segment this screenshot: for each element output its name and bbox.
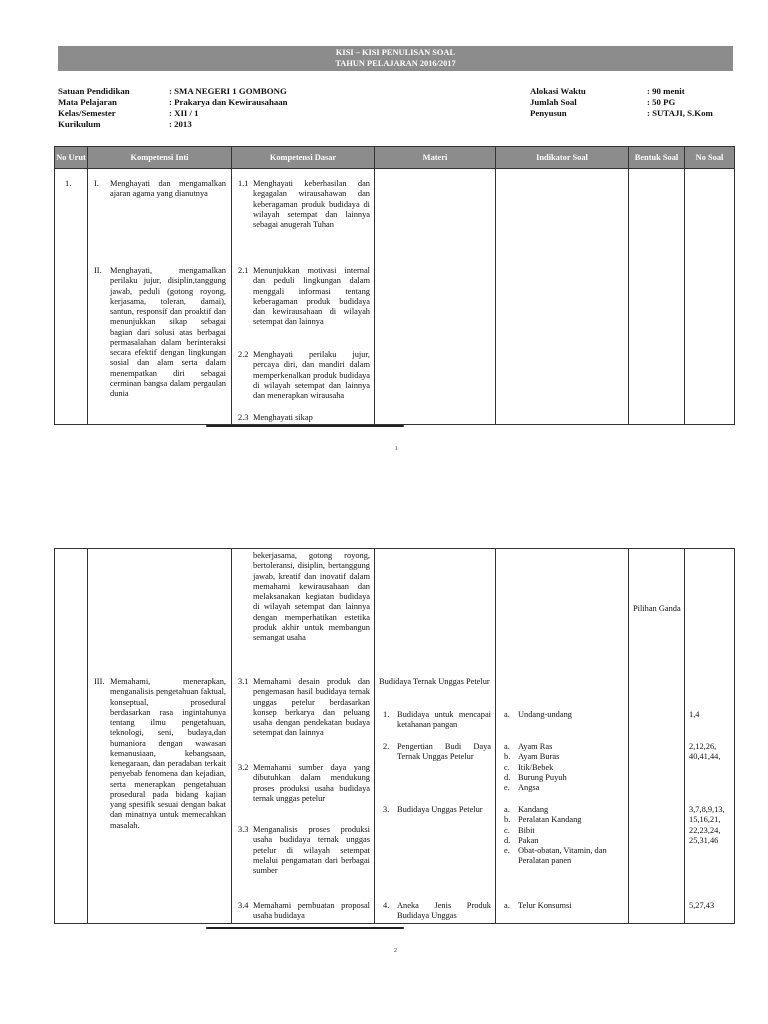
list-item: a. Telur Konsumsi [504, 901, 572, 910]
info-right [530, 86, 713, 119]
indikator-list [504, 901, 626, 911]
row-number: 1. [65, 179, 72, 188]
kd-item: 3.1 Memahami desain produk dan pengemasan hasil budidaya ternak unggas petelur berdasarkan konsep berkarya dan peluang usaha dengan pendekatan budaya setempat dan lainnya [238, 677, 370, 738]
list-item: d. Pakan [504, 835, 539, 845]
info-label: Penyusun [530, 108, 567, 118]
no-soal: 1,4 [689, 710, 700, 719]
page-number: 1 [395, 446, 398, 452]
materi-heading: Budidaya Ternak Unggas Petelur [379, 677, 490, 686]
table-row [55, 169, 735, 425]
page-divider [206, 425, 404, 427]
list-item: c. Bibit [504, 825, 535, 835]
kisi-table-page1 [54, 146, 735, 425]
page-number: 2 [394, 948, 397, 954]
table-row [55, 549, 735, 924]
document-title: KISI – KISI PENULISAN SOAL [335, 48, 456, 57]
kd-item: 2.3 Menghayati sikap [238, 413, 313, 422]
bentuk-soal: Pilihan Ganda [633, 604, 681, 613]
kd-item: 2.1 Menunjukkan motivasi internal dan peduli lingkungan dalam menggali informasi tentang keberagaman produk budidaya dan kewirausahaan di wilayah setempat dan lainnya [238, 266, 370, 327]
ki-item: III. Memahami, menerapkan, menganalisis pengetahuan faktual, konseptual, prosedural berdasarkan rasa ingintahunya tentang ilmu pengetahuan, teknologi, seni, budaya,dan humaniora dengan wawasan kemanusiaan, kebangsaan, kenegaraan, dan peradaban terkait penyebab fenomena dan kejadian, serta menerapkan pengetahuan prosedural pada bidang kajian yang spesifik sesuai dengan bakat dan minatnya untuk memecahkan masalah. [94, 677, 226, 830]
indikator-list [504, 710, 626, 720]
ki-item: I. Menghayati dan mengamalkan ajaran agama yang dianutnya [94, 179, 226, 199]
materi-item: 2. Pengertian Budi Daya Ternak Unggas Petelur [383, 742, 491, 762]
info-value: : 50 PG [647, 97, 676, 107]
info-value: : Prakarya dan Kewirausahaan [169, 97, 288, 107]
materi-item: 1. Budidaya untuk mencapai ketahanan pangan [383, 710, 491, 730]
indikator-list [504, 805, 626, 867]
column-header-no-urut: No Urut [55, 147, 88, 169]
list-item: a. Kandang [504, 805, 549, 814]
document-subtitle: TAHUN PELAJARAN 2016/2017 [335, 59, 456, 68]
column-header-no-soal: No Soal [685, 147, 735, 169]
info-value: : SUTAJI, S.Kom [647, 108, 713, 118]
list-item: a. Ayam Ras [504, 742, 553, 751]
info-value: : XII / 1 [169, 108, 199, 118]
info-value: : SMA NEGERI 1 GOMBONG [169, 86, 287, 96]
list-item: e. Angsa [504, 783, 540, 792]
page-divider [206, 927, 404, 929]
no-soal: 5,27,43 [689, 901, 715, 910]
document-title-bar [58, 46, 733, 71]
materi-item: 4. Aneka Jenis Produk Budidaya Unggas [383, 901, 491, 921]
info-label: Satuan Pendidikan [58, 86, 130, 96]
column-header-kompetensi-inti: Kompetensi Inti [88, 147, 232, 169]
kd-item: 3.3 Menganalisis proses produksi usaha budidaya ternak unggas petelur di wilayah setempat melalui pengamatan dari berbagai sumber [238, 825, 370, 875]
column-header-materi: Materi [375, 147, 496, 169]
info-label: Kelas/Semester [58, 108, 116, 118]
list-item: a. Undang-undang [504, 710, 572, 719]
info-label: Kurikulum [58, 119, 101, 129]
kd-continuation: bekerjasama, gotong royong, bertoleransi, disiplin, bertanggung jawab, kreatif dan inovatif dalam memahami kewirausahaan dan melaksanakan kegiatan budidaya di wilayah setempat dan lainnya dengan memperhatikan estetika produk akhir untuk membangun semangat usaha [253, 551, 370, 642]
info-label: Jumlah Soal [530, 97, 577, 107]
column-header-kompetensi-dasar: Kompetensi Dasar [232, 147, 375, 169]
info-value: : 90 menit [647, 86, 685, 96]
column-header-bentuk-soal: Bentuk Soal [629, 147, 685, 169]
indikator-list [504, 742, 626, 793]
info-label: Mata Pelajaran [58, 97, 117, 107]
kd-item: 3.4 Memahami pembuatan proposal usaha budidaya [238, 901, 370, 921]
column-header-indikator-soal: Indikator Soal [496, 147, 629, 169]
kd-item: 3.2 Memahami sumber daya yang dibutuhkan dalam mendukung proses produksi usaha budidaya ternak unggas petelur [238, 763, 370, 803]
list-item: c. Itik/Bebek [504, 762, 554, 772]
list-item: b. Peralatan Kandang [504, 815, 582, 825]
kisi-table-page2 [54, 548, 735, 924]
no-soal: 2,12,26, 40,41,44, [689, 742, 721, 762]
kd-item: 2.2 Menghayati perilaku jujur, percaya diri, dan mandiri dalam memperkenalkan produk budidaya di wilayah setempat dan lainnya dan menerapkan wirausaha [238, 350, 370, 400]
kd-item: 1.1 Menghayati keberhasilan dan kegagalan wirausahawan dan keberagaman produk budidaya di wilayah setempat dan lainnya sebagai anugerah Tuhan [238, 179, 370, 229]
materi-item: 3. Budidaya Unggas Petelur [383, 805, 483, 814]
info-value: : 2013 [169, 119, 192, 129]
list-item: d. Burung Puyuh [504, 772, 567, 782]
list-item: e. Obat-obatan, Vitamin, dan Peralatan panen [504, 846, 607, 866]
info-label: Alokasi Waktu [530, 86, 586, 96]
list-item: b. Ayam Buras [504, 752, 560, 762]
info-left [58, 86, 288, 130]
no-soal: 3,7,8,9,13, 15,16,21, 22,23,24, 25,31,46 [689, 805, 725, 845]
ki-item: II. Menghayati, mengamalkan perilaku jujur, disiplin,tanggung jawab, peduli (gotong royong, kerjasama, toleran, damai), santun, responsif dan proaktif dan menunjukkan sikap sebagai bagian dari solusi atas berbagai permasalahan dalam berinteraksi secara efektif dengan lingkungan sosial dan alam serta dalam menempatkan diri sebagai cerminan bangsa dalam pergaulan dunia [94, 266, 226, 398]
